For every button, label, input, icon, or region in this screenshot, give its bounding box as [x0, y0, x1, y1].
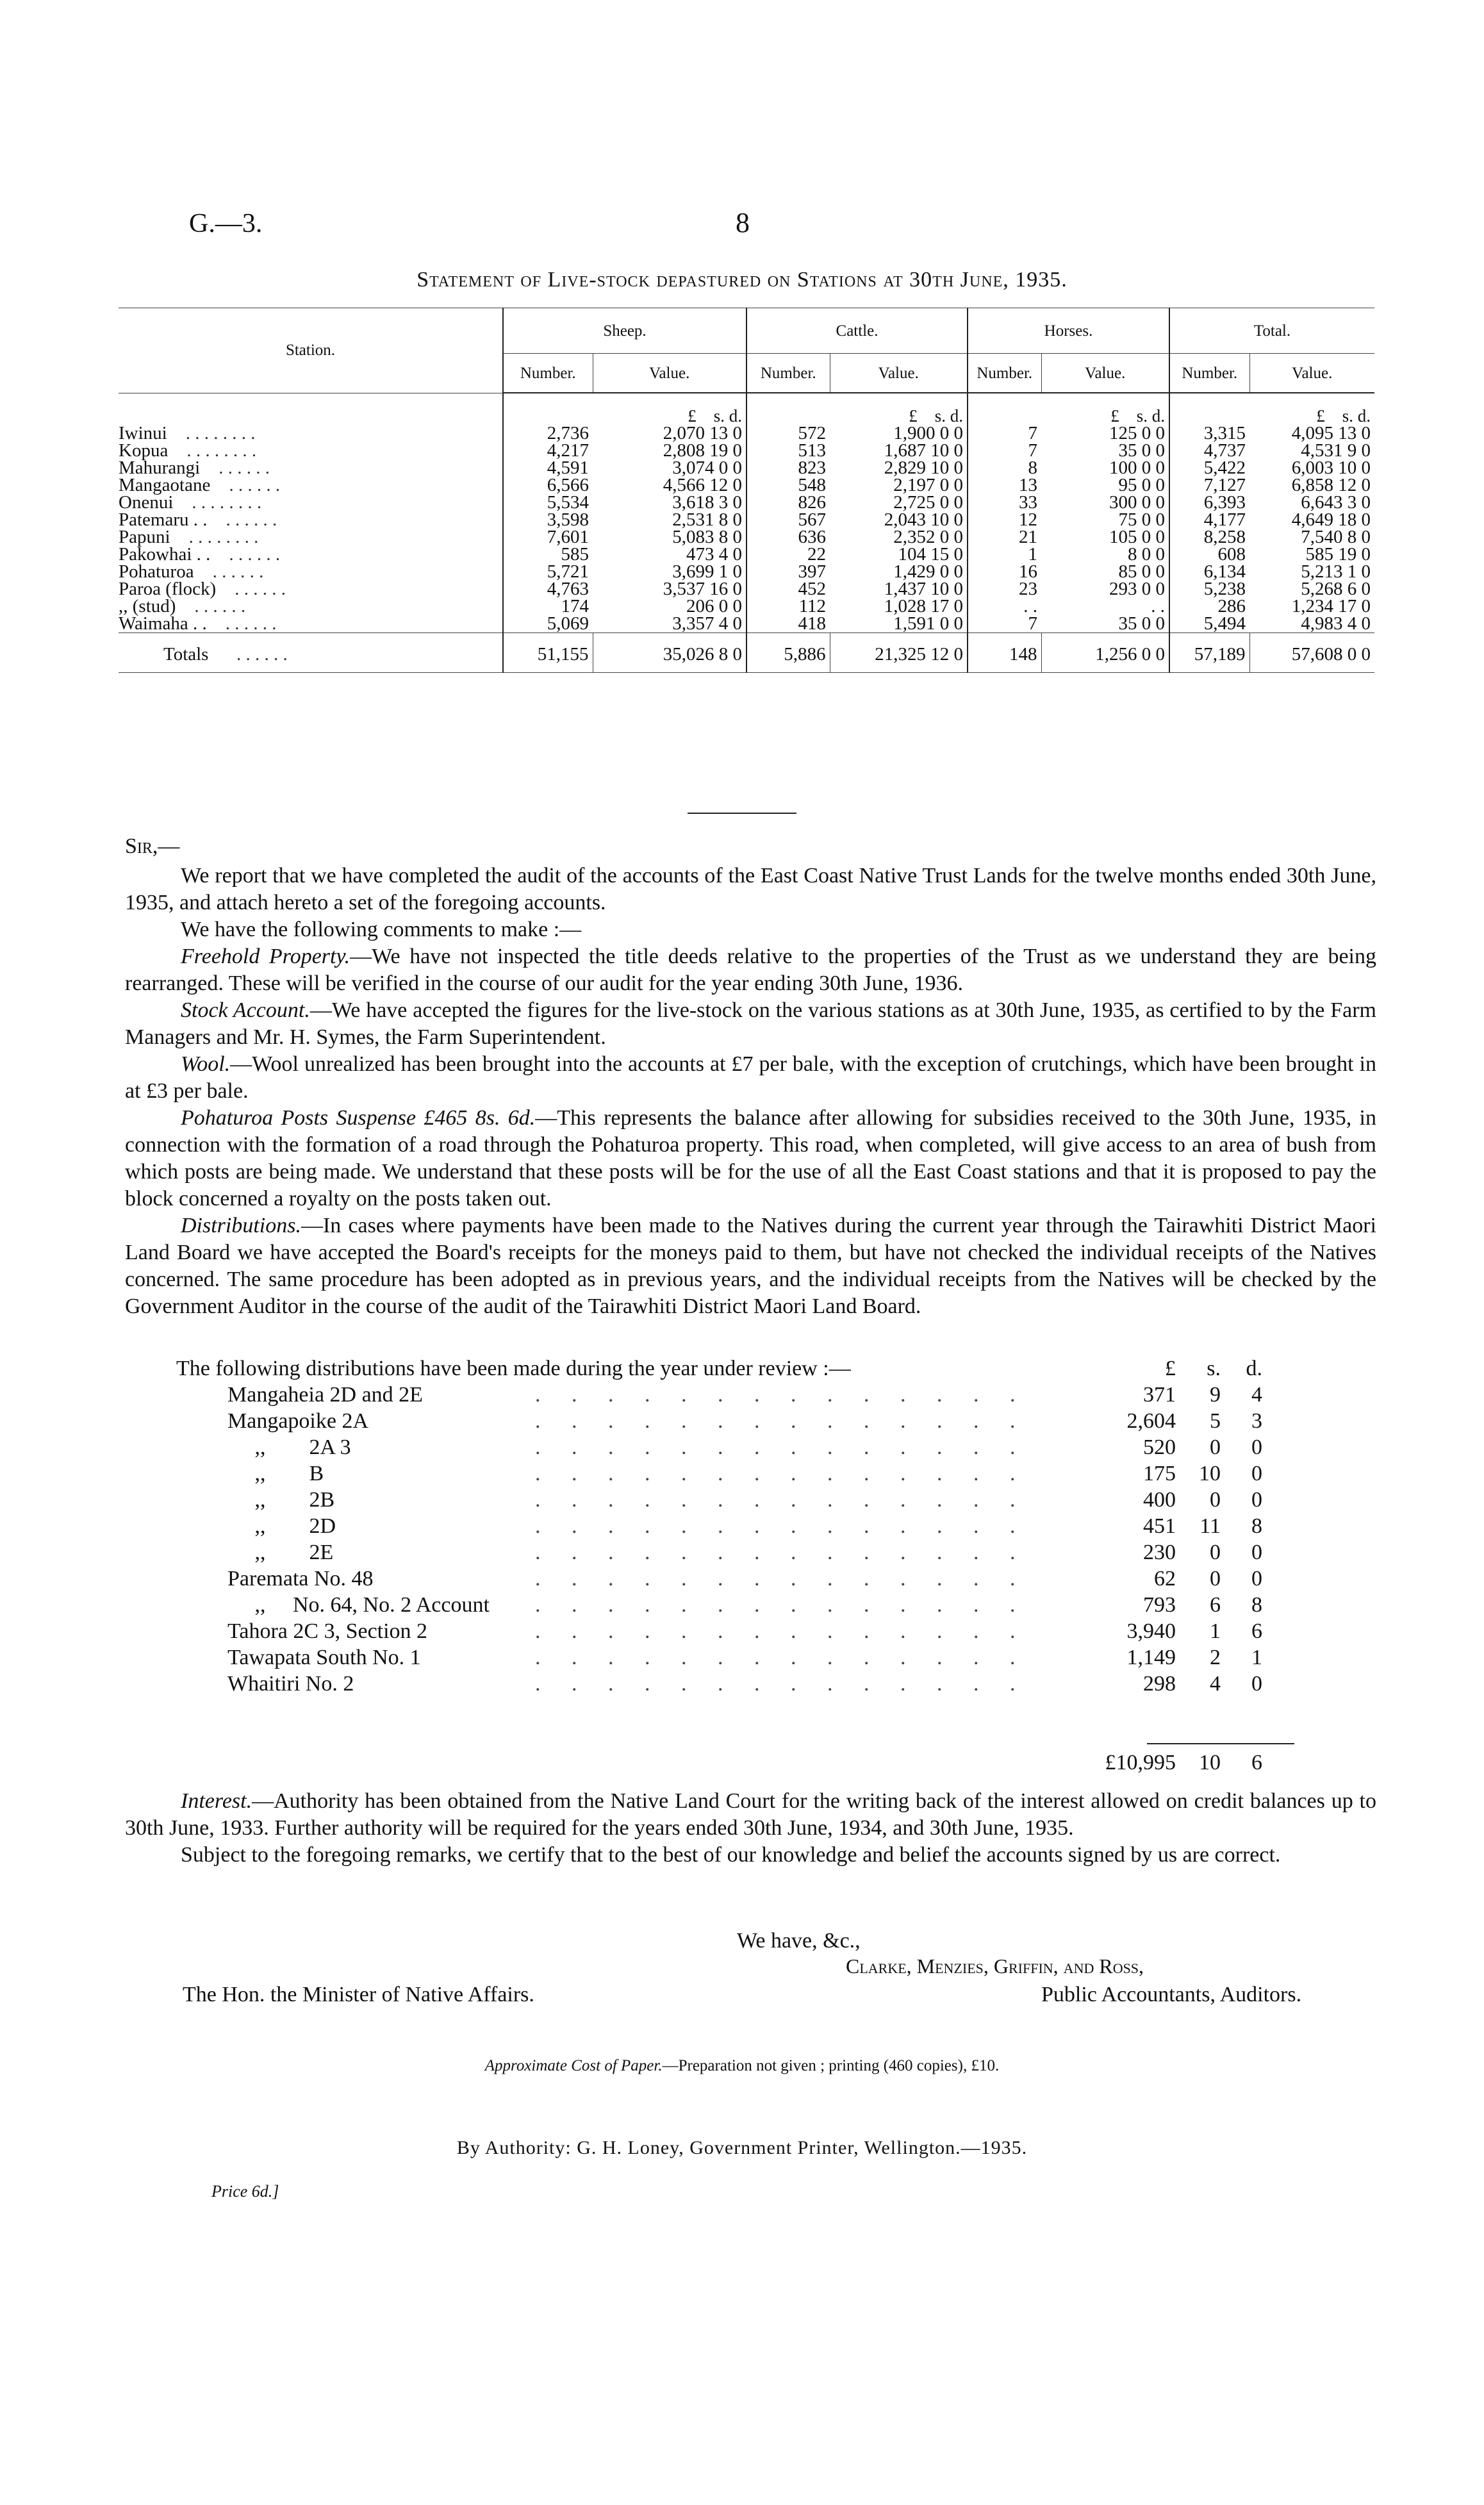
sheep-header: Sheep. [503, 308, 746, 354]
paragraph-comments: We have the following comments to make :— [181, 918, 582, 941]
table-row: Pakowhai . . . . . . . . 585 473 4 0 22 104 15 0 1 8 0 0 608 585 19 0 [119, 544, 1371, 565]
paragraph-distributions: Distributions.—In cases where payments have been made to the Natives during the current year through the Tairawhiti District Maori Land Board we have accepted the Board's receipts for the moneys paid to them, but have not checked the individual receipts of the Natives concerned. The same procedure has been adopted as in previous years, and the individual receipts from the Natives will be checked by the Government Auditor in the course of the audit of the Tairawhiti District Maori Land Board. [125, 1214, 1376, 1318]
totals-row: Totals . . . . . . 51,155 35,026 8 0 5,886 21,325 12 0 148 1,256 0 0 57,189 57,608 0 0 [119, 633, 1374, 673]
horses-value-header: Value. [1041, 354, 1169, 393]
firm-name: Clarke, Menzies, Griffin, and Ross, [846, 1955, 1144, 1978]
list-item: Tahora 2C 3, Section 2 . . . . . . . . . . . . . . 3,940 1 6 [227, 1619, 1262, 1643]
table-row: Iwinui . . . . . . . . 2,736 2,070 13 0 572 1,900 0 0 7 125 0 0 3,315 4,095 13 0 [119, 423, 1371, 443]
sign-off: We have, &c., [737, 1929, 861, 1953]
addressee: The Hon. the Minister of Native Affairs. [183, 1983, 534, 2006]
paragraph-wool: Wool.—Wool unrealized has been brought into the accounts at £7 per bale, with the exception of crutchings, which have been brought in at £3 per bale. [125, 1052, 1376, 1103]
report-number: G.—3. [189, 209, 263, 238]
table-row: Patemaru . . . . . . . . 3,598 2,531 8 0 567 2,043 10 0 12 75 0 0 4,177 4,649 18 0 [119, 509, 1371, 530]
list-item: Mangaheia 2D and 2E . . . . . . . . . . . . . . 371 9 4 [227, 1383, 1262, 1407]
total-number-header: Number. [1169, 354, 1249, 393]
sheep-value-header: Value. [593, 354, 746, 393]
closing-paragraphs [125, 1788, 1376, 1869]
paragraph-stock: Stock Account.—We have accepted the figures for the live-stock on the various stations as at 30th June, 1935, as certified to by the Farm Managers and Mr. H. Symes, the Farm Superintendent. [125, 998, 1376, 1049]
cattle-number-header: Number. [746, 354, 830, 393]
table-row: ,, (stud) . . . . . . 174 206 0 0 112 1,028 17 0 . . . . 286 1,234 17 0 [119, 596, 1371, 616]
table-row: Papuni . . . . . . . . 7,601 5,083 8 0 636 2,352 0 0 21 105 0 0 8,258 7,540 8 0 [119, 527, 1371, 547]
table-row: Mangaotane . . . . . . 6,566 4,566 12 0 548 2,197 0 0 13 95 0 0 7,127 6,858 12 0 [119, 475, 1371, 495]
table-row: Waimaha . . . . . . . . 5,069 3,357 4 0 418 1,591 0 0 7 35 0 0 5,494 4,983 4 0 [119, 613, 1371, 634]
page-number: 8 [736, 207, 750, 238]
horses-number-header: Number. [968, 354, 1041, 393]
table-row: Mahurangi . . . . . . 4,591 3,074 0 0 823 2,829 10 0 8 100 0 0 5,422 6,003 10 0 [119, 458, 1371, 478]
table-title: Statement of Live-stock depastured on Stations at 30th June, 1935. [416, 268, 1068, 292]
total-value-header: Value. [1249, 354, 1374, 393]
list-item: ,, 2E . . . . . . . . . . . . . . 230 0 0 [227, 1541, 1262, 1564]
cost-note: Approximate Cost of Paper.—Preparation not given ; printing (460 copies), £10. [484, 2057, 1000, 2074]
list-item: ,, 2A 3 . . . . . . . . . . . . . . 520 0 0 [227, 1435, 1262, 1459]
list-item: Paremata No. 48 . . . . . . . . . . . . . . 62 0 0 [227, 1567, 1262, 1591]
salutation: Sir,— [125, 834, 180, 858]
table-row: Pohaturoa . . . . . . 5,721 3,699 1 0 397 1,429 0 0 16 85 0 0 6,134 5,213 1 0 [119, 561, 1371, 582]
list-item: ,, 2B . . . . . . . . . . . . . . 400 0 0 [227, 1488, 1262, 1512]
table-row: Kopua . . . . . . . . 4,217 2,808 19 0 513 1,687 10 0 7 35 0 0 4,737 4,531 9 0 [119, 440, 1371, 461]
livestock-table [119, 308, 1374, 673]
sheep-number-header: Number. [503, 354, 593, 393]
units-row: £ s. d. £ s. d. £ s. d. £ s. d. [119, 393, 1374, 425]
paragraph-interest: Interest.—Authority has been obtained from the Native Land Court for the writing back of the interest allowed on credit balances up to 30th June, 1933. Further authority will be required for the years ended 30th June, 1934, and 30th June, 1935. [125, 1789, 1376, 1840]
distributions-list [125, 1355, 1291, 1697]
cattle-value-header: Value. [830, 354, 968, 393]
firm-role: Public Accountants, Auditors. [1041, 1983, 1302, 2006]
letter-body [125, 833, 1376, 1320]
paragraph-posts: Pohaturoa Posts Suspense £465 8s. 6d.—This represents the balance after allowing for subsidies received to the 30th June, 1935, in connection with the formation of a road through the Pohaturoa property. This road, when completed, will give access to an area of bush from which posts are being made. We understand that these posts will be for the use of all the East Coast stations and that it is proposed to pay the block concerned a royalty on the posts taken out. [125, 1106, 1376, 1211]
distributions-total: £10,995 10 6 [1105, 1751, 1262, 1774]
cattle-header: Cattle. [746, 308, 968, 354]
station-header: Station. [119, 308, 503, 393]
section-divider [688, 813, 796, 814]
table-row: Paroa (flock) . . . . . . 4,763 3,537 16 0 452 1,437 10 0 23 293 0 0 5,238 5,268 6 0 [119, 579, 1371, 599]
list-item: ,, B . . . . . . . . . . . . . . 175 10 0 [227, 1462, 1262, 1485]
paragraph-certify: Subject to the foregoing remarks, we certify that to the best of our knowledge and belief the accounts signed by us are correct. [181, 1843, 1281, 1867]
distributions-header: The following distributions have been made during the year under review :— £ s. d. [176, 1357, 1262, 1380]
price-note: Price 6d.] [211, 2182, 279, 2201]
total-header: Total. [1169, 308, 1374, 354]
table-row: Onenui . . . . . . . . 5,534 3,618 3 0 826 2,725 0 0 33 300 0 0 6,393 6,643 3 0 [119, 492, 1371, 513]
list-item: ,, No. 64, No. 2 Account . . . . . . . . . . . . . . 793 6 8 [227, 1593, 1262, 1617]
list-item: Whaitiri No. 2 . . . . . . . . . . . . . . 298 4 0 [227, 1672, 1262, 1696]
distributions-total-rule [1147, 1743, 1294, 1744]
horses-header: Horses. [968, 308, 1169, 354]
list-item: Tawapata South No. 1 . . . . . . . . . . . . . . 1,149 2 1 [227, 1646, 1262, 1669]
paragraph-freehold: Freehold Property.—We have not inspected the title deeds relative to the properties of the Trust as we understand they are being rearranged. These will be verified in the course of our audit for the year ending 30th June, 1936. [125, 945, 1376, 995]
list-item: Mangapoike 2A . . . . . . . . . . . . . . 2,604 5 3 [227, 1409, 1262, 1433]
printer-authority: By Authority: G. H. Loney, Government Printer, Wellington.—1935. [456, 2137, 1028, 2158]
paragraph-audit: We report that we have completed the audit of the accounts of the East Coast Native Trust Lands for the twelve months ended 30th June, 1935, and attach hereto a set of the foregoing accounts. [125, 864, 1376, 914]
list-item: ,, 2D . . . . . . . . . . . . . . 451 11 8 [227, 1514, 1262, 1538]
